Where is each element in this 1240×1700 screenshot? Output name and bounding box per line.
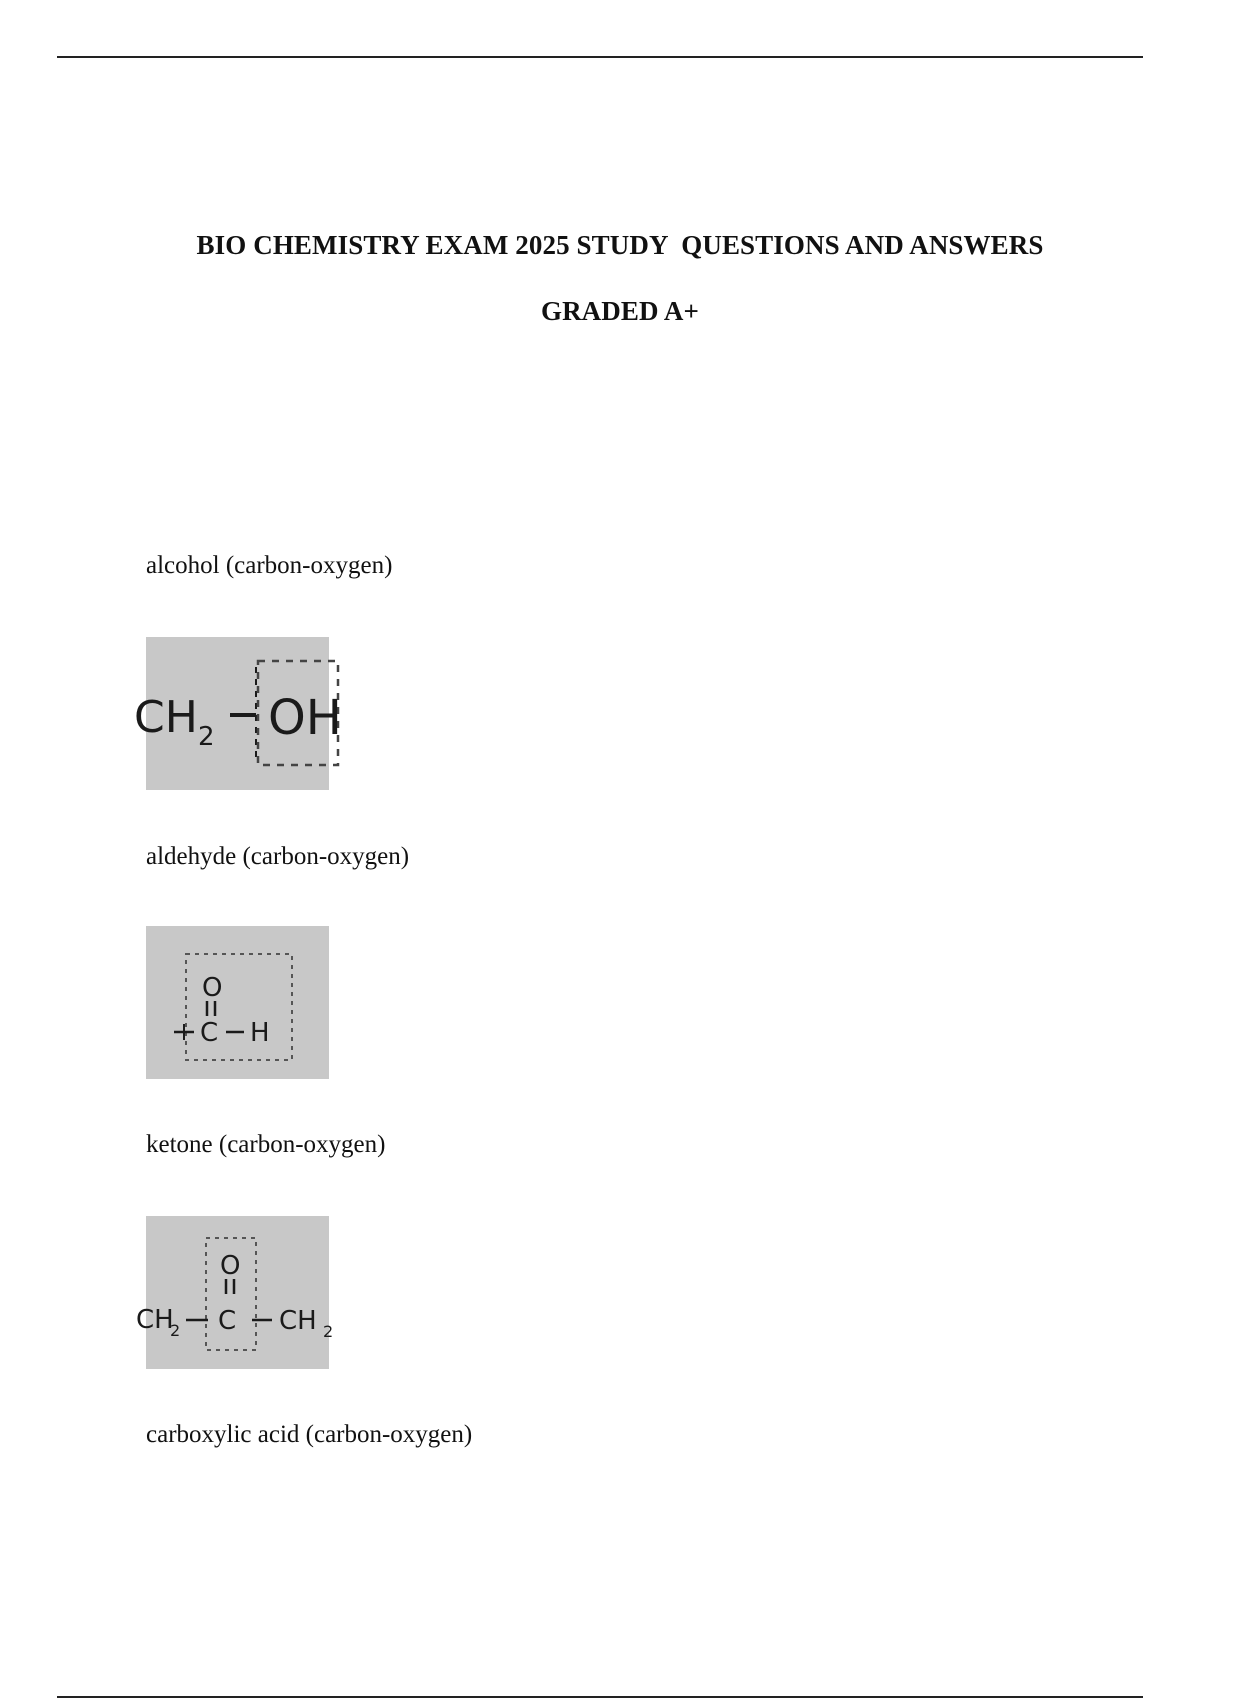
ketone-center-atom: C (218, 1306, 237, 1336)
ketone-left-subscript: 2 (170, 1321, 181, 1340)
alcohol-structure-image (134, 637, 342, 790)
ketone-top-atom: O (220, 1251, 241, 1281)
ketone-right-subscript: 2 (323, 1322, 334, 1341)
aldehyde-structure-image (146, 926, 329, 1079)
term-alcohol: alcohol (carbon-oxygen) (146, 552, 393, 579)
ketone-right-group: CH (279, 1306, 317, 1336)
term-ketone: ketone (carbon-oxygen) (146, 1131, 386, 1158)
term-carboxylic-acid: carboxylic acid (carbon-oxygen) (146, 1421, 473, 1448)
alcohol-boxed-group: OH (268, 690, 342, 746)
alcohol-left-group: CH (134, 692, 198, 743)
aldehyde-center-atom: C (200, 1018, 219, 1048)
document-subtitle: GRADED A+ (540, 296, 700, 326)
footer-rule (57, 1696, 1143, 1698)
aldehyde-top-atom: O (202, 973, 223, 1003)
header-rule (57, 56, 1143, 58)
aldehyde-right-atom: H (250, 1018, 270, 1048)
ketone-structure-image (136, 1216, 334, 1369)
term-aldehyde: aldehyde (carbon-oxygen) (146, 843, 410, 870)
alcohol-subscript: 2 (198, 722, 215, 752)
ketone-left-group: CH (136, 1305, 174, 1335)
document-title: BIO CHEMISTRY EXAM 2025 STUDY QUESTIONS AND ANSWERS (196, 230, 1044, 260)
